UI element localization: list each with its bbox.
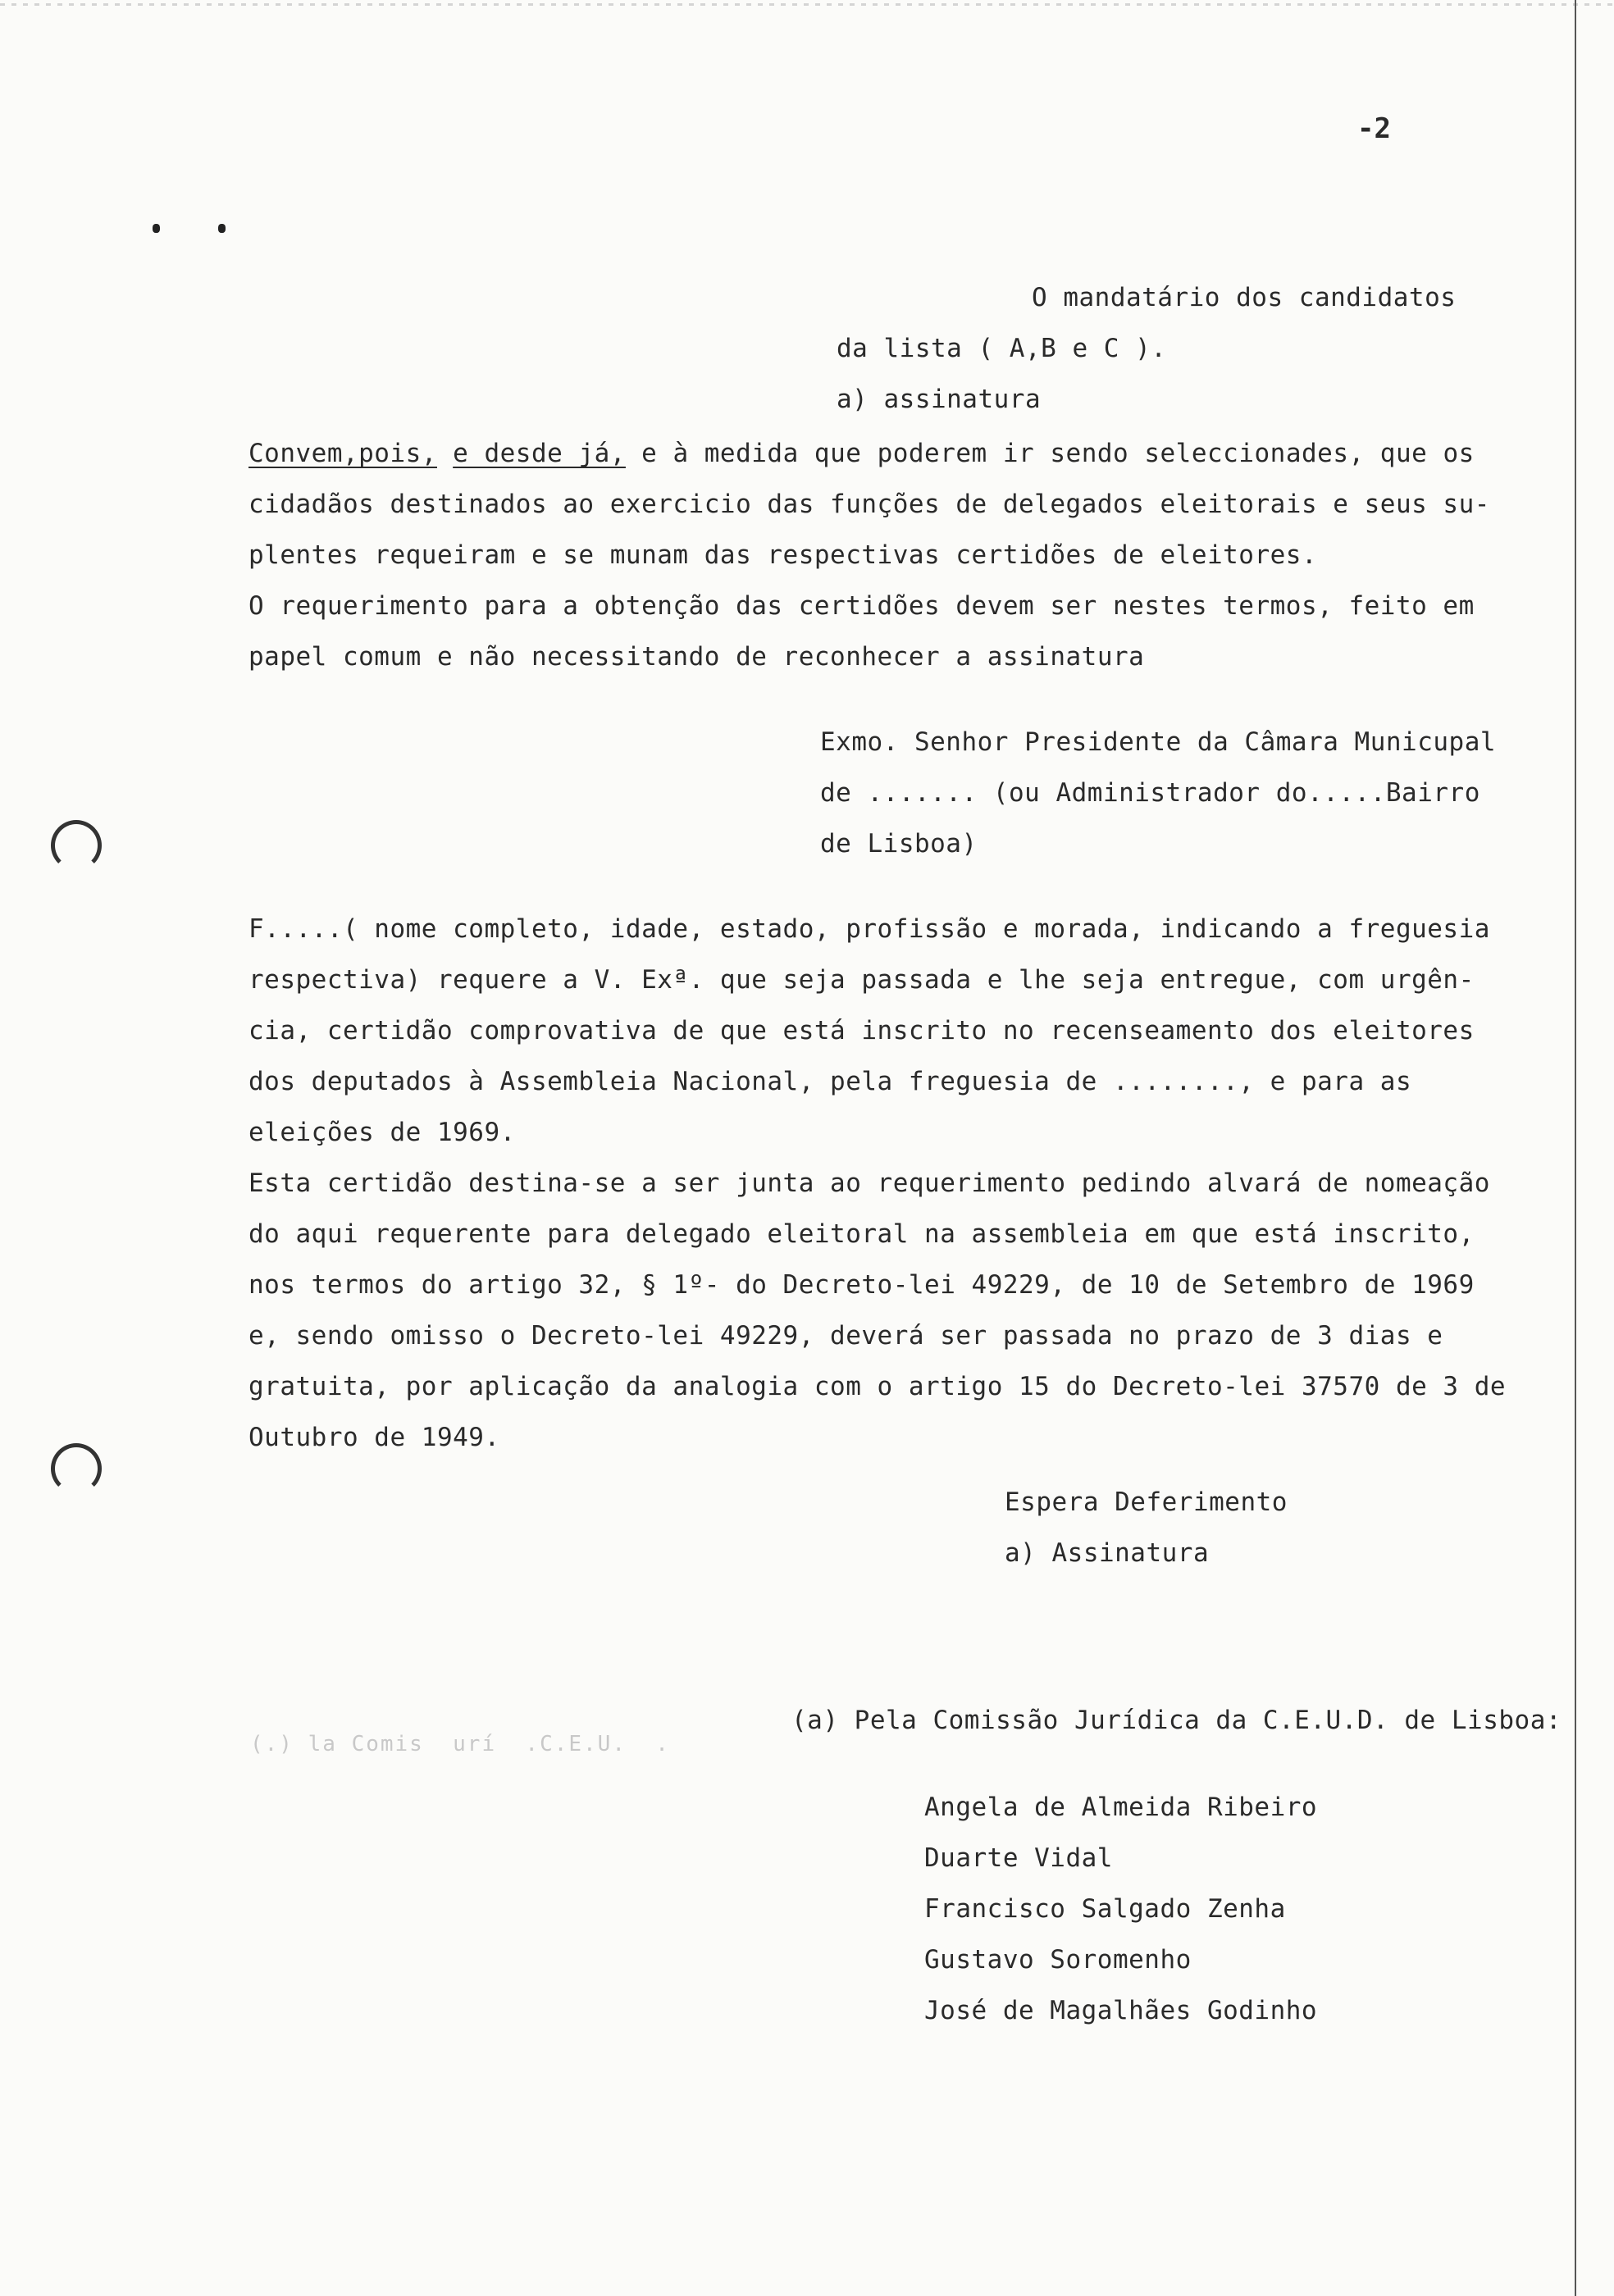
binder-hole-mark [51, 820, 102, 871]
request-line: e, sendo omisso o Decreto-lei 49229, deverá ser passada no prazo de 3 dias e [248, 1321, 1443, 1351]
request-line: nos termos do artigo 32, § 1º- do Decreto-lei 49229, de 10 de Setembro de 1969 [248, 1270, 1475, 1300]
request-line: dos deputados à Assembleia Nacional, pela freguesia de ........, e para as [248, 1067, 1412, 1096]
intro-line: papel comum e não necessitando de reconhecer a assinatura [248, 642, 1145, 672]
underlined-phrase: e desde já, [453, 439, 626, 468]
address-line: Exmo. Senhor Presidente da Câmara Municupal [820, 727, 1497, 757]
request-line: respectiva) requere a V. Exª. que seja passada e lhe seja entregue, com urgên- [248, 965, 1475, 995]
intro-line: plentes requeiram e se munam das respectivas certidões de eleitores. [248, 540, 1318, 570]
scan-edge-noise [0, 3, 1614, 6]
closing-line: a) Assinatura [1005, 1538, 1210, 1568]
request-line: Outubro de 1949. [248, 1423, 500, 1452]
punch-mark [153, 224, 160, 233]
punch-mark [218, 224, 226, 233]
signatory-name: Angela de Almeida Ribeiro [924, 1793, 1318, 1822]
signatories-heading: (a) Pela Comissão Jurídica da C.E.U.D. de Lisboa: [791, 1706, 1562, 1735]
address-line: de Lisboa) [820, 829, 978, 859]
signatory-name: Gustavo Soromenho [924, 1945, 1192, 1975]
request-line: F.....( nome completo, idade, estado, profissão e morada, indicando a freguesia [248, 914, 1490, 944]
underlined-phrase: Convem,pois, [248, 439, 437, 468]
request-line: do aqui requerente para delegado eleitoral na assembleia em que está inscrito, [248, 1219, 1475, 1249]
header-line: O mandatário dos candidatos [1032, 283, 1457, 312]
binder-hole-mark [51, 1443, 102, 1494]
intro-line: Convem,pois, e desde já, e à medida que poderem ir sendo seleccionades, que os [248, 439, 1475, 468]
signatory-name: Francisco Salgado Zenha [924, 1894, 1286, 1924]
page-right-edge-line [1575, 0, 1576, 2296]
header-line: da lista ( A,B e C ). [837, 334, 1167, 363]
request-line: Esta certidão destina-se a ser junta ao requerimento pedindo alvará de nomeação [248, 1168, 1490, 1198]
signatory-name: Duarte Vidal [924, 1843, 1113, 1873]
signatory-name: José de Magalhães Godinho [924, 1996, 1318, 2025]
faint-bleed-through-text: (.) la Comis urí .C.E.U. . [250, 1732, 670, 1756]
header-line: a) assinatura [837, 385, 1042, 414]
intro-line: cidadãos destinados ao exercicio das funções de delegados eleitorais e seus su- [248, 490, 1490, 519]
request-line: eleições de 1969. [248, 1118, 516, 1147]
page-number: -2 [1357, 112, 1391, 145]
request-line: cia, certidão comprovativa de que está inscrito no recenseamento dos eleitores [248, 1016, 1475, 1046]
intro-line: O requerimento para a obtenção das certidões devem ser nestes termos, feito em [248, 591, 1475, 621]
address-line: de ....... (ou Administrador do.....Bairro [820, 778, 1480, 808]
request-line: gratuita, por aplicação da analogia com o artigo 15 do Decreto-lei 37570 de 3 de [248, 1372, 1507, 1401]
closing-line: Espera Deferimento [1005, 1487, 1288, 1517]
